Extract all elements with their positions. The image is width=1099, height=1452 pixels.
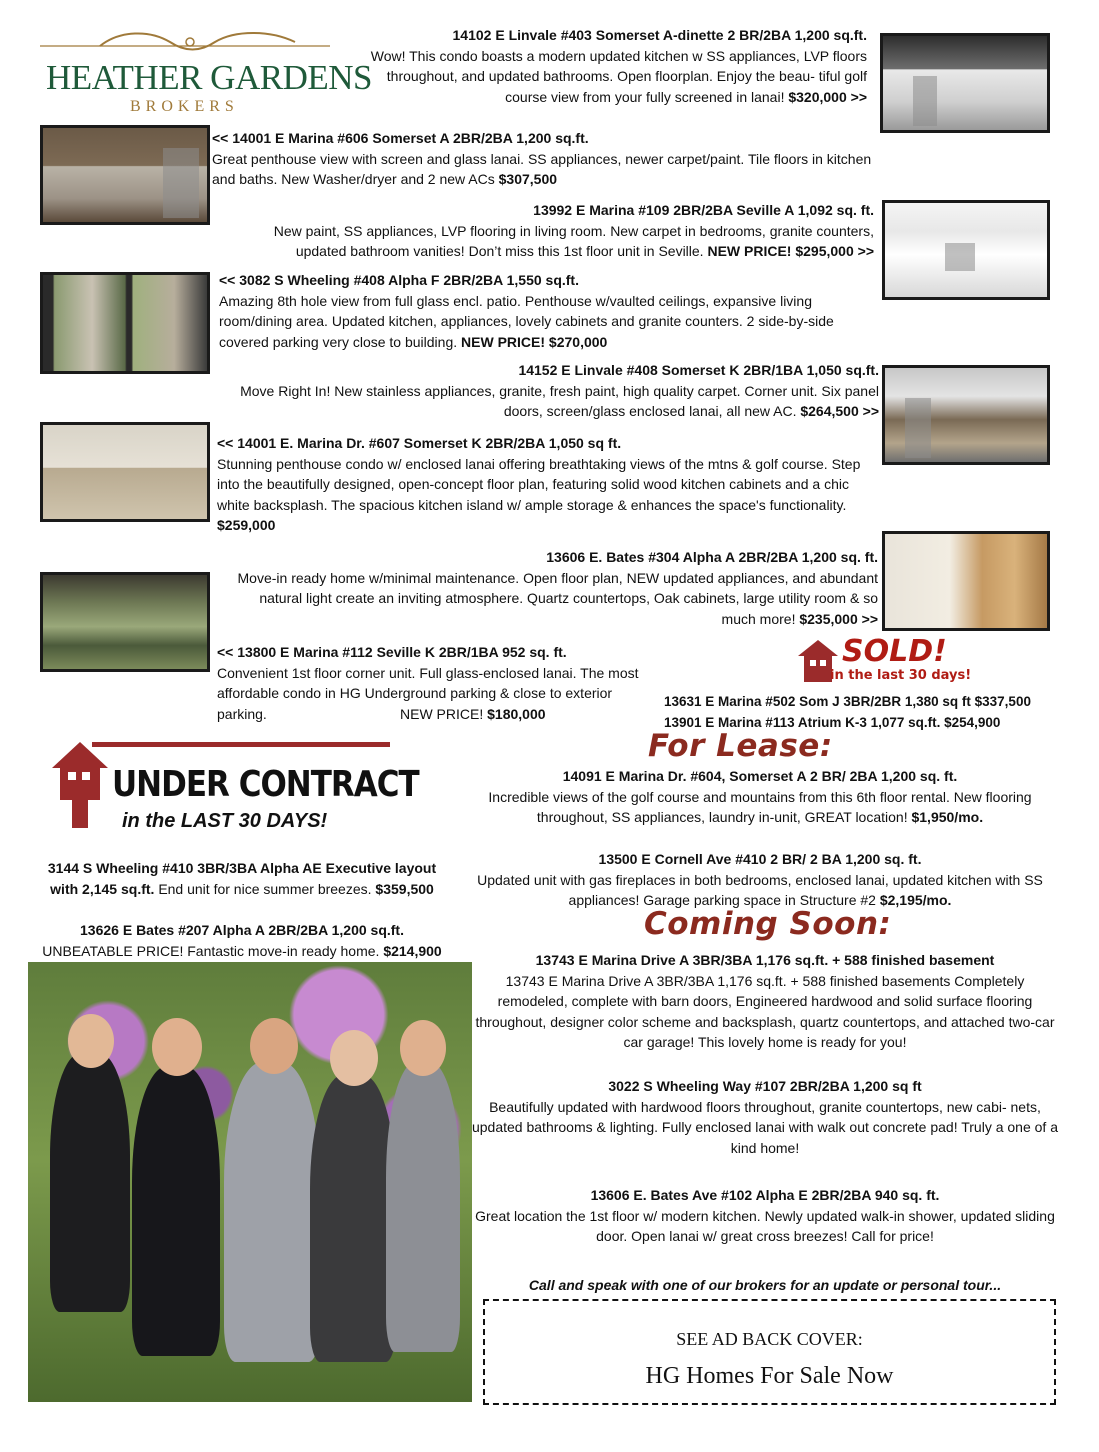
- listing-8-price: [400, 704, 546, 725]
- listing-2: [212, 128, 877, 190]
- ad-box-line2: HG Homes For Sale Now: [645, 1363, 894, 1389]
- team-photo: [28, 962, 472, 1402]
- listing-price: NEW PRICE! $295,000 >>: [707, 243, 874, 259]
- ad-box-line1: SEE AD BACK COVER:: [676, 1329, 863, 1349]
- uc-price: $359,500: [375, 880, 434, 897]
- lease-item-1: [466, 766, 1054, 828]
- listing-title: << 14001 E Marina #606 Somerset A 2BR/2BA 1,200 sq.ft.: [212, 130, 589, 146]
- lease-item-2: [466, 849, 1054, 911]
- cs-desc: 13743 E Marina Drive A 3BR/3BA 1,176 sq.ft. + 588 finished basements Completely remodeled, complete with barn doors, Engineered hardwood and solid surface flooring throughout, designer color scheme and backsplash, quartz countertops, and attached two-car car garage! This lovely home is ready for you!: [475, 972, 1055, 1050]
- listing-price: NEW PRICE! $270,000: [461, 333, 608, 350]
- listing-desc: Stunning penthouse condo w/ enclosed lanai offering breathtaking views of the mtns & golf course. Step into the beautifully designed, open-concept floor plan, featuring solid wood kitchen cabinets and a chic white backsplash. The spacious kitchen island w/ ample storage & enhances the space's functionality.: [217, 455, 861, 513]
- cs-title: 13743 E Marina Drive A 3BR/3BA 1,176 sq.ft. + 588 finished basement: [535, 952, 995, 968]
- logo-sub: BROKERS: [130, 98, 239, 115]
- logo: [40, 28, 372, 120]
- uc-price: $214,900: [383, 942, 442, 959]
- listing-desc: Great penthouse view with screen and glass lanai. SS appliances, newer carpet/paint. Tile floors in kitchen and baths. New Washer/dryer and 2 new ACs: [212, 150, 872, 187]
- sold-subheading: in the last 30 days!: [830, 668, 972, 683]
- coming-soon-item-2: [470, 1076, 1060, 1158]
- coming-soon-item-3: [470, 1185, 1060, 1247]
- listing-desc: New paint, SS appliances, LVP flooring in living room. New carpet in bedrooms, granite counters, updated bathroom vanities! Don’t miss this 1st floor unit in Seville.: [273, 222, 874, 259]
- listing-desc: Convenient 1st floor corner unit. Full glass-enclosed lanai. The most affordable condo in HG Underground parking & close to exterior parking.: [217, 664, 639, 722]
- lease-desc: Updated unit with gas fireplaces in both bedrooms, enclosed lanai, updated kitchen with SS appliances! Garage parking space in Structure #2: [477, 871, 1043, 908]
- listing-4: [219, 270, 874, 352]
- lease-price: $1,950/mo.: [911, 809, 984, 825]
- listing-1: [345, 25, 867, 107]
- listing-photo-2: [40, 125, 210, 225]
- sold-section: [796, 636, 1076, 690]
- listing-photo-1: [880, 33, 1050, 133]
- uc-desc: UNBEATABLE PRICE! Fantastic move-in ready home.: [42, 942, 380, 959]
- listing-photo-3: [882, 200, 1050, 300]
- listing-6: [217, 433, 873, 536]
- under-contract-subheading: in the LAST 30 DAYS!: [122, 810, 328, 832]
- listing-title: 13606 E. Bates #304 Alpha A 2BR/2BA 1,200 sq. ft.: [546, 549, 878, 565]
- house-icon: [50, 738, 110, 830]
- under-contract-heading: UNDER CONTRACT: [112, 764, 419, 806]
- uc-title: 3144 S Wheeling #410 3BR/3BA Alpha AE Executive layout with 2,145 sq.ft.: [47, 860, 437, 897]
- under-contract-item-1: [32, 858, 452, 899]
- under-contract-item-2: [28, 920, 456, 961]
- listing-photo-4: [40, 272, 210, 374]
- listing-desc: Move Right In! New stainless appliances, granite, fresh paint, high quality carpet. Corner unit. Six panel doors, screen/glass enclosed lanai, all new AC.: [240, 382, 879, 419]
- listing-desc: Amazing 8th hole view from full glass encl. patio. Penthouse w/vaulted ceilings, expansive living room/dining area. Updated kitchen, appliances, lovely cabinets and granite counters. 2 side-by-side covered parking very close to building.: [219, 292, 834, 350]
- listing-price: $320,000 >>: [788, 88, 867, 105]
- listing-title: 14152 E Linvale #408 Somerset K 2BR/1BA 1,050 sq.ft.: [518, 362, 879, 378]
- listing-price: $259,000: [217, 517, 276, 533]
- listing-3: [220, 200, 874, 262]
- ad-box: [483, 1299, 1056, 1405]
- logo-name: HEATHER GARDENS: [46, 58, 372, 97]
- sold-item: 13631 E Marina #502 Som J 3BR/2BR 1,380 sq ft $337,500: [664, 694, 1031, 709]
- listing-price-note: NEW PRICE!: [400, 706, 484, 722]
- listing-price: $264,500 >>: [800, 403, 879, 419]
- listing-title: << 3082 S Wheeling #408 Alpha F 2BR/2BA 1,550 sq.ft.: [219, 272, 579, 288]
- lease-title: 14091 E Marina Dr. #604, Somerset A 2 BR/ 2BA 1,200 sq. ft.: [562, 768, 958, 784]
- listing-7: [232, 547, 878, 629]
- cs-title: 13606 E. Bates Ave #102 Alpha E 2BR/2BA 940 sq. ft.: [590, 1187, 940, 1203]
- listing-price: $235,000 >>: [799, 610, 878, 627]
- listing-photo-7: [882, 531, 1050, 631]
- under-contract-divider: [92, 742, 390, 747]
- listing-photo-5: [882, 365, 1050, 465]
- listing-price: $180,000: [487, 706, 546, 722]
- coming-soon-heading: Coming Soon:: [644, 906, 892, 942]
- cs-desc: Great location the 1st floor w/ modern kitchen. Newly updated walk-in shower, updated sliding door. Open lanai w/ great cross breezes! Call for price!: [475, 1207, 1055, 1244]
- listing-desc: Move-in ready home w/minimal maintenance. Open floor plan, NEW updated appliances, and abundant natural light create an inviting atmosphere. Quartz countertops, Oak cabinets, large utility room & so much more!: [237, 569, 878, 627]
- listing-5: [240, 360, 879, 422]
- uc-title: 13626 E Bates #207 Alpha A 2BR/2BA 1,200 sq.ft.: [80, 922, 404, 938]
- listing-title: << 14001 E. Marina Dr. #607 Somerset K 2BR/2BA 1,050 sq ft.: [217, 435, 622, 451]
- listing-photo-6: [40, 422, 210, 522]
- cs-desc: Beautifully updated with hardwood floors throughout, granite countertops, new cabi- nets, updated bathrooms & lighting. Fully enclosed lanai with walk out concrete pad! Truly a one of a kind home!: [471, 1098, 1058, 1156]
- sold-item: 13901 E Marina #113 Atrium K-3 1,077 sq.ft. $254,900: [664, 715, 1001, 730]
- coming-soon-item-1: [470, 950, 1060, 1053]
- listing-title: 13992 E Marina #109 2BR/2BA Seville A 1,092 sq. ft.: [533, 202, 874, 218]
- logo-flourish-icon: [40, 28, 340, 62]
- sold-heading: SOLD!: [842, 634, 947, 669]
- lease-title: 13500 E Cornell Ave #410 2 BR/ 2 BA 1,200 sq. ft.: [598, 851, 922, 867]
- listing-desc: Wow! This condo boasts a modern updated kitchen w SS appliances, LVP floors throughout, and updated bathrooms. Open floorplan. Enjoy the beau- tiful golf course view from your fully screened in lanai!: [370, 47, 867, 105]
- listing-price: $307,500: [498, 171, 558, 187]
- lease-heading: For Lease:: [648, 728, 833, 764]
- cta-text: Call and speak with one of our brokers for an update or personal tour...: [528, 1277, 1002, 1293]
- listing-title: 14102 E Linvale #403 Somerset A-dinette 2 BR/2BA 1,200 sq.ft.: [452, 27, 867, 43]
- lease-desc: Incredible views of the golf course and mountains from this 6th floor rental. New flooring throughout, SS appliances, laundry in-unit, GREAT location!: [488, 788, 1032, 825]
- listing-photo-8: [40, 572, 210, 672]
- cs-title: 3022 S Wheeling Way #107 2BR/2BA 1,200 sq ft: [608, 1078, 922, 1094]
- uc-desc: End unit for nice summer breezes.: [158, 880, 372, 897]
- lease-price: $2,195/mo.: [879, 892, 952, 908]
- listing-title: << 13800 E Marina #112 Seville K 2BR/1BA 952 sq. ft.: [217, 644, 567, 660]
